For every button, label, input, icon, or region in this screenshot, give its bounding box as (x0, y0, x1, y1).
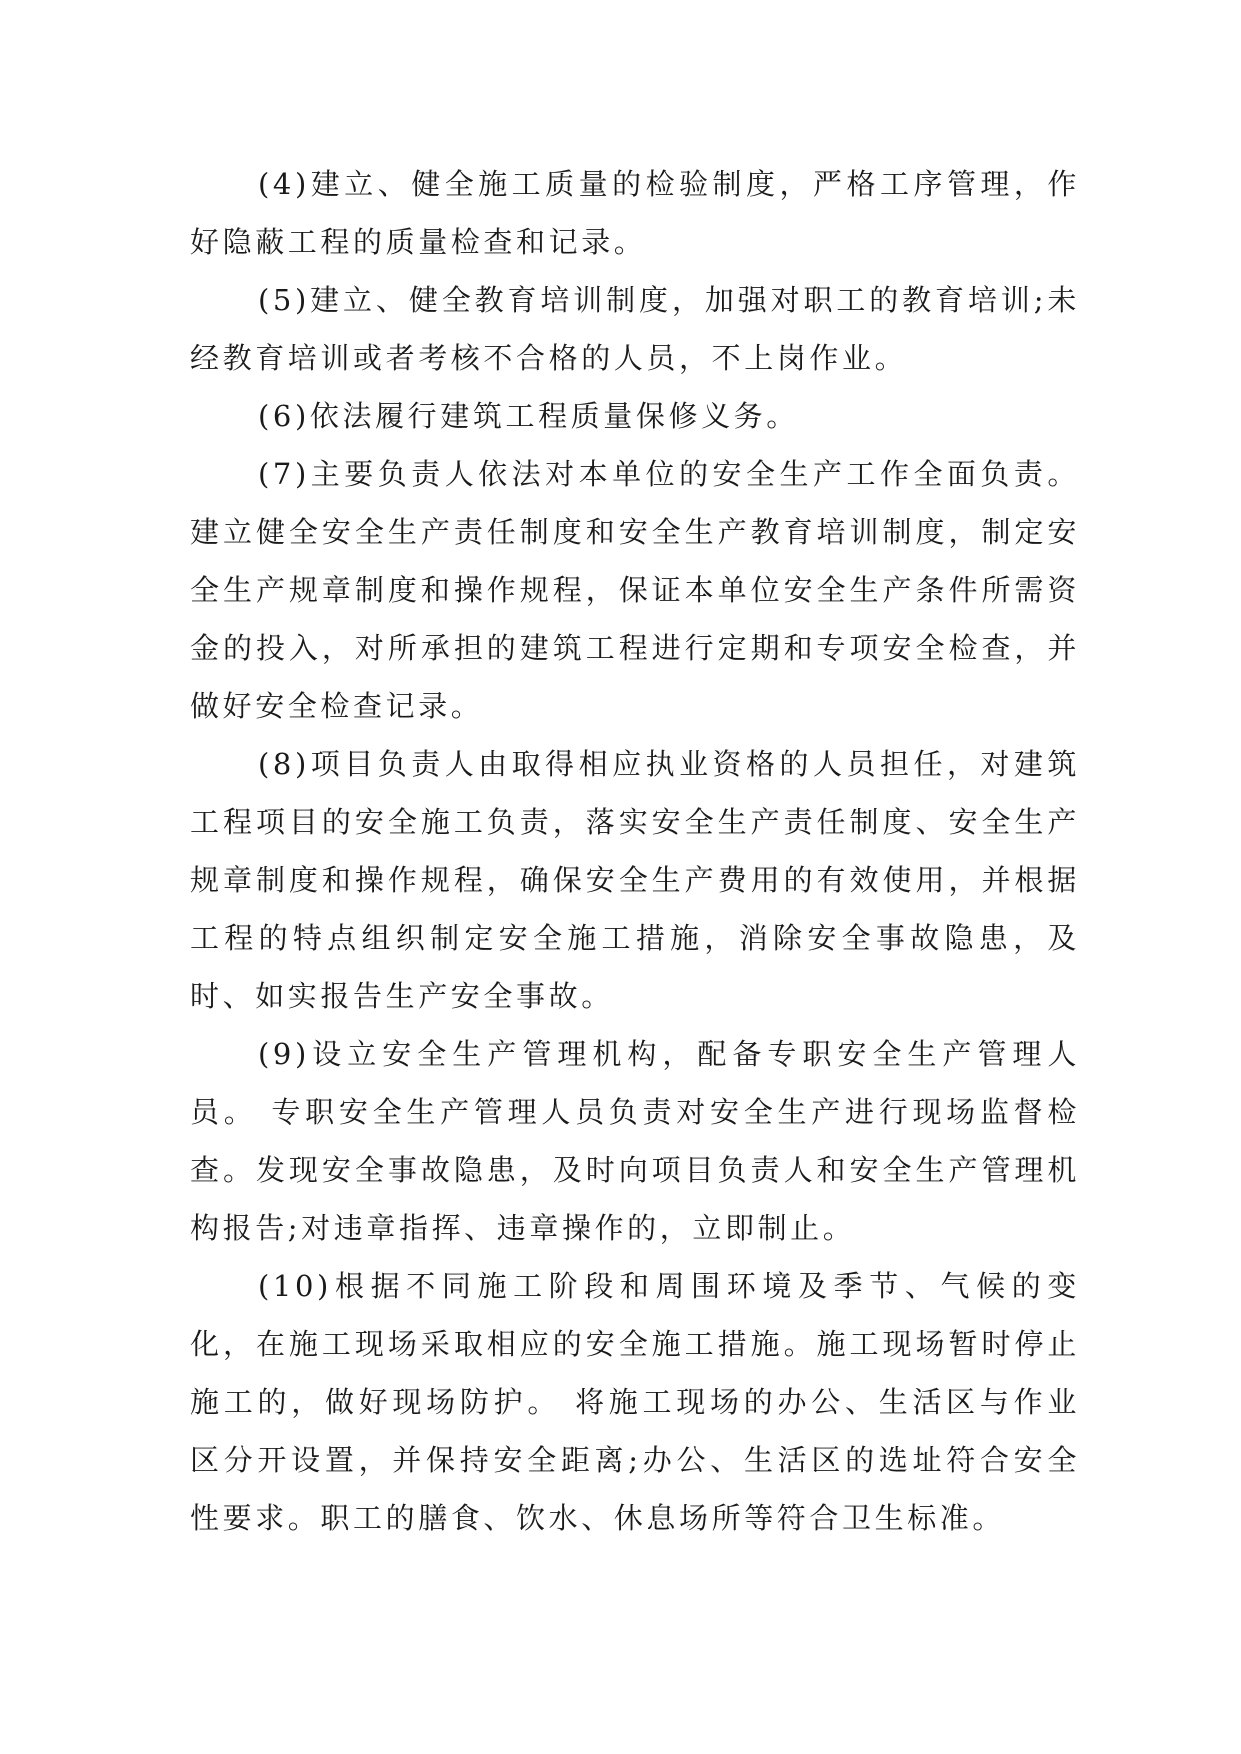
paragraph-item-5: (5)建立、健全教育培训制度，加强对职工的教育培训;未经教育培训或者考核不合格的人员，不上岗作业。 (190, 283, 1080, 375)
paragraph-item-9: (9)设立安全生产管理机构，配备专职安全生产管理人员。 专职安全生产管理人员负责对安全生产进行现场监督检查。发现安全事故隐患，及时向项目负责人和安全生产管理机构报告;对违章指挥、违章操作的，立即制止。 (190, 1037, 1080, 1245)
paragraph-item-4: (4)建立、健全施工质量的检验制度，严格工序管理，作好隐蔽工程的质量检查和记录。 (190, 167, 1080, 259)
paragraph-item-6: (6)依法履行建筑工程质量保修义务。 (258, 399, 799, 433)
document-body (190, 155, 1080, 1547)
paragraph-item-10: (10)根据不同施工阶段和周围环境及季节、气候的变化，在施工现场采取相应的安全施工措施。施工现场暂时停止施工的，做好现场防护。 将施工现场的办公、生活区与作业区分开设置，并保持安全距离;办公、生活区的选址符合安全性要求。职工的膳食、饮水、休息场所等符合卫生标准。 (190, 1269, 1080, 1535)
paragraph-item-8: (8)项目负责人由取得相应执业资格的人员担任，对建筑工程项目的安全施工负责，落实安全生产责任制度、安全生产规章制度和操作规程，确保安全生产费用的有效使用，并根据工程的特点组织制定安全施工措施，消除安全事故隐患，及时、如实报告生产安全事故。 (190, 747, 1080, 1013)
paragraph-item-7: (7)主要负责人依法对本单位的安全生产工作全面负责。建立健全安全生产责任制度和安全生产教育培训制度，制定安全生产规章制度和操作规程，保证本单位安全生产条件所需资金的投入，对所承担的建筑工程进行定期和专项安全检查，并做好安全检查记录。 (190, 457, 1080, 723)
